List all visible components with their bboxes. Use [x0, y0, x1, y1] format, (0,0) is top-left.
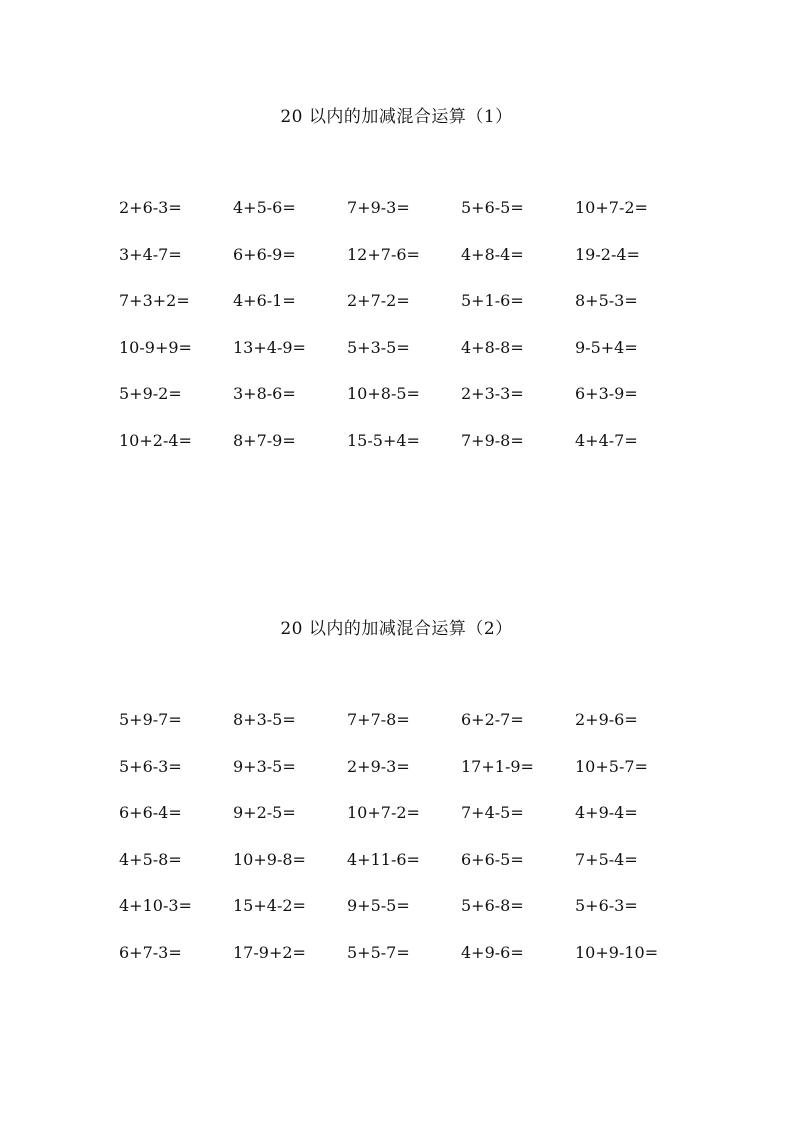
math-problem: 7+4-5= [461, 803, 524, 822]
section-title: 20 以内的加减混合运算（2） [280, 619, 513, 639]
math-problem: 4+8-4= [461, 244, 524, 264]
math-problem: 2+6-3= [119, 198, 182, 217]
math-problem: 10+8-5= [347, 384, 420, 403]
math-problem: 10-9+9= [119, 337, 192, 357]
math-problem: 4+5-8= [119, 849, 182, 869]
math-problem: 3+4-7= [119, 244, 182, 264]
math-problem: 6+6-5= [461, 849, 524, 869]
math-problem: 7+9-8= [461, 430, 524, 450]
math-problem: 4+9-4= [575, 803, 638, 822]
math-problem: 15+4-2= [233, 896, 306, 915]
math-problem: 10+7-2= [347, 803, 420, 822]
math-problem: 2+9-3= [347, 756, 410, 776]
problem-row [119, 848, 689, 895]
math-problem: 6+7-3= [119, 942, 182, 962]
math-problem: 7+5-4= [575, 849, 638, 869]
math-problem: 13+4-9= [233, 337, 306, 357]
problem-row [119, 894, 689, 941]
problem-row [119, 755, 689, 802]
math-problem: 4+11-6= [347, 849, 420, 869]
math-problem: 5+6-3= [575, 896, 638, 915]
problem-row [119, 243, 689, 290]
math-problem: 19-2-4= [575, 244, 640, 264]
math-problem: 5+5-7= [347, 942, 410, 962]
math-problem: 5+1-6= [461, 291, 524, 310]
math-problem: 10+5-7= [575, 756, 648, 776]
math-problem: 17-9+2= [233, 942, 306, 962]
math-problem: 5+9-2= [119, 384, 182, 403]
math-problem: 3+8-6= [233, 384, 296, 403]
problem-row [119, 708, 689, 755]
math-problem: 8+5-3= [575, 291, 638, 310]
problem-row [119, 289, 689, 336]
math-problem: 2+9-6= [575, 710, 638, 729]
math-problem: 4+6-1= [233, 291, 296, 310]
math-problem: 8+3-5= [233, 710, 296, 729]
math-problem: 8+7-9= [233, 430, 296, 450]
problem-grid [119, 196, 689, 475]
math-problem: 2+3-3= [461, 384, 524, 403]
math-problem: 4+5-6= [233, 198, 296, 217]
math-problem: 6+6-4= [119, 803, 182, 822]
math-problem: 17+1-9= [461, 756, 534, 776]
math-problem: 4+8-8= [461, 337, 524, 357]
math-problem: 5+6-8= [461, 896, 524, 915]
math-problem: 4+4-7= [575, 430, 638, 450]
problem-row [119, 382, 689, 429]
math-problem: 15-5+4= [347, 430, 420, 450]
math-problem: 9-5+4= [575, 337, 638, 357]
math-problem: 10+9-10= [575, 942, 659, 962]
problem-row [119, 196, 689, 243]
math-problem: 7+7-8= [347, 710, 410, 729]
math-problem: 6+6-9= [233, 244, 296, 264]
math-problem: 4+10-3= [119, 896, 192, 915]
math-problem: 6+3-9= [575, 384, 638, 403]
math-problem: 10+9-8= [233, 849, 306, 869]
math-problem: 5+3-5= [347, 337, 410, 357]
problem-row [119, 941, 689, 988]
problem-row [119, 801, 689, 848]
math-problem: 7+9-3= [347, 198, 410, 217]
math-problem: 5+6-5= [461, 198, 524, 217]
math-problem: 2+7-2= [347, 291, 410, 310]
math-problem: 9+2-5= [233, 803, 296, 822]
problem-grid [119, 708, 689, 987]
math-problem: 10+2-4= [119, 430, 192, 450]
math-problem: 9+3-5= [233, 756, 296, 776]
math-problem: 9+5-5= [347, 896, 410, 915]
math-problem: 6+2-7= [461, 710, 524, 729]
math-problem: 5+6-3= [119, 756, 182, 776]
math-problem: 7+3+2= [119, 291, 190, 310]
math-problem: 5+9-7= [119, 710, 182, 729]
math-problem: 12+7-6= [347, 244, 420, 264]
math-problem: 10+7-2= [575, 198, 648, 217]
problem-row [119, 429, 689, 476]
section-title: 20 以内的加减混合运算（1） [280, 107, 513, 127]
problem-row [119, 336, 689, 383]
math-problem: 4+9-6= [461, 942, 524, 962]
